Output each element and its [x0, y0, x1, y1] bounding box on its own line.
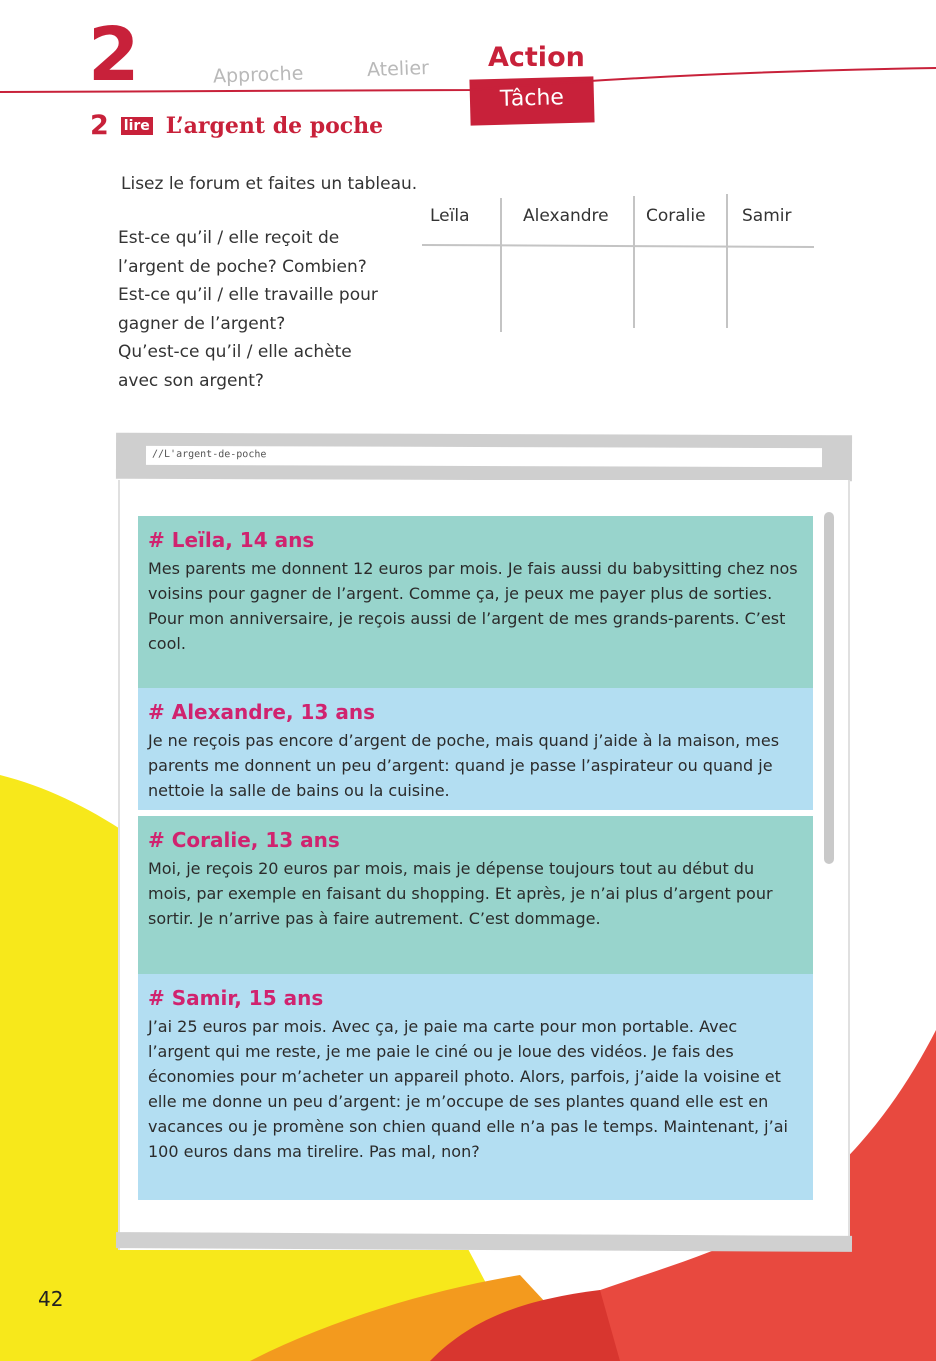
tab-action[interactable]: Action	[488, 42, 585, 73]
answer-table	[420, 194, 816, 334]
table-column-line	[726, 194, 728, 328]
question-line: avec son argent?	[118, 370, 264, 391]
question-line: Est-ce qu’il / elle travaille pour	[118, 285, 378, 305]
post-author: # Leïla, 14 ans	[148, 528, 315, 552]
scrollbar[interactable]	[824, 512, 834, 864]
post-text: Mes parents me donnent 12 euros par mois. Je fais aussi du babysitting chez nos voisins pour gagner de l’argent. Comme ça, je peux me payer plus de sorties. Pour mon anniversaire, je reçois aussi de l’argent de mes grands-parents. C’est cool.	[148, 559, 798, 653]
question-line: Qu’est-ce qu’il / elle achète	[118, 342, 352, 362]
post-author: # Samir, 15 ans	[148, 986, 324, 1010]
question-line: gagner de l’argent?	[118, 313, 286, 334]
table-column-line	[633, 196, 635, 328]
table-header-coralie: Coralie	[646, 206, 706, 226]
instruction: Lisez le forum et faites un tableau.	[121, 174, 418, 194]
table-header-leila: Leïla	[430, 206, 470, 226]
unit-number: 2	[88, 12, 140, 98]
table-header-alexandre: Alexandre	[523, 206, 609, 226]
exercise-number: 2	[90, 110, 109, 141]
forum-post-leila	[138, 516, 813, 690]
address-bar[interactable]: //L'argent-de-poche	[146, 446, 822, 467]
browser-frame-top	[116, 433, 852, 482]
subtab-tache-label: Tâche	[499, 85, 565, 112]
table-column-line	[500, 198, 502, 332]
post-author: # Alexandre, 13 ans	[148, 700, 375, 724]
forum-post-alexandre	[138, 688, 813, 810]
exercise-title-row	[90, 110, 383, 141]
question-line: Est-ce qu’il / elle reçoit de	[118, 228, 340, 248]
forum-post-coralie	[138, 816, 813, 986]
tab-atelier[interactable]: Atelier	[366, 56, 430, 82]
forum-post-samir	[138, 974, 813, 1200]
header-rule	[0, 60, 936, 100]
exercise-title: L’argent de poche	[165, 112, 384, 139]
post-text: Moi, je reçois 20 euros par mois, mais je dépense toujours tout au début du mois, par exemple en faisant du shopping. Et après, je n’ai plus d’argent pour sortir. Je n’arrive pas à faire autrement. C’est dommage.	[148, 859, 773, 928]
table-header-samir: Samir	[742, 206, 792, 226]
lire-badge: lire	[121, 117, 153, 135]
post-author: # Coralie, 13 ans	[148, 828, 340, 852]
question-line: l’argent de poche? Combien?	[118, 256, 367, 277]
tab-approche[interactable]: Approche	[212, 62, 304, 88]
forum-window	[116, 434, 852, 1250]
table-divider	[422, 244, 814, 248]
question-list	[118, 224, 408, 395]
post-text: Je ne reçois pas encore d’argent de poche, mais quand j’aide à la maison, mes parents me donnent un peu d’argent: quand je passe l’aspirateur ou quand je nettoie la salle de bains ou la cuisine.	[148, 731, 780, 800]
page-number: 42	[38, 1287, 64, 1311]
post-text: J’ai 25 euros par mois. Avec ça, je paie ma carte pour mon portable. Avec l’argent qui me reste, je me paie le ciné ou je loue des vidéos. Je fais des économies pour m’acheter un appareil photo. Alors, parfois, j’aide la voisine et elle me donne un peu d’argent: je m’occupe de ses plantes quand elle est en vacances ou je promène son chien quand elle n’a pas le temps. Maintenant, j’ai 100 euros dans ma tirelire. Pas mal, non?	[148, 1017, 788, 1161]
